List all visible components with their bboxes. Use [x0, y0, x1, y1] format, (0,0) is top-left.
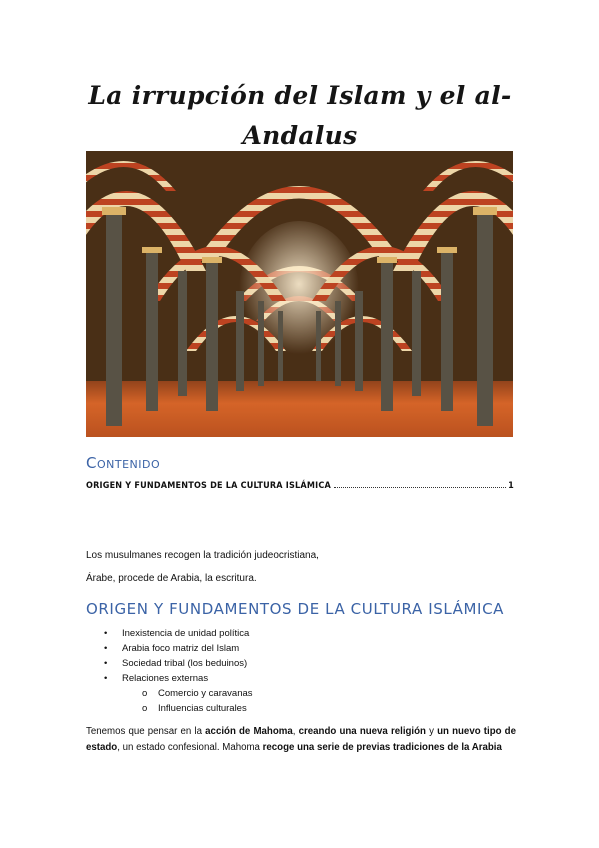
- bullet-marker: •: [104, 628, 108, 639]
- toc-entry-label: ORIGEN Y FUNDAMENTOS DE LA CULTURA ISLÁMICA: [86, 481, 331, 491]
- section-heading: ORIGEN Y FUNDAMENTOS DE LA CULTURA ISLÁMICA: [86, 600, 505, 618]
- sub-bullet-marker: o: [142, 688, 148, 699]
- toc-leader-dots: [334, 486, 506, 488]
- bullet-marker: •: [104, 658, 108, 669]
- list-item: • Arabia foco matriz del Islam: [104, 643, 240, 654]
- toc-heading: Contenido: [86, 454, 161, 472]
- list-item: • Sociedad tribal (los beduinos): [104, 658, 248, 669]
- toc-entry[interactable]: [86, 481, 514, 491]
- toc-entry-page: 1: [508, 481, 514, 491]
- list-item: • Relaciones externas: [104, 673, 209, 684]
- bullet-marker: •: [104, 673, 108, 684]
- body-paragraph: Tenemos que pensar en la acción de Mahoma, creando una nueva religión y un nuevo tipo de estado, un estado confesional. Mahoma recoge una serie de previas tradiciones de la Arabia: [86, 726, 516, 753]
- sub-list-item: o Influencias culturales: [142, 703, 247, 714]
- paragraph-2: Árabe, procede de Arabia, la escritura.: [86, 573, 257, 584]
- title-line-1: La irrupción del Islam y el al-Andalus: [88, 81, 512, 150]
- paragraph-1: Los musulmanes recogen la tradición judeocristiana,: [86, 550, 319, 561]
- sub-bullet-marker: o: [142, 703, 148, 714]
- bullet-list: [86, 626, 516, 716]
- list-item: • Inexistencia de unidad política: [104, 628, 250, 639]
- sub-list-item: o Comercio y caravanas: [142, 688, 253, 699]
- mosque-photo: [86, 151, 513, 437]
- bullet-marker: •: [104, 643, 108, 654]
